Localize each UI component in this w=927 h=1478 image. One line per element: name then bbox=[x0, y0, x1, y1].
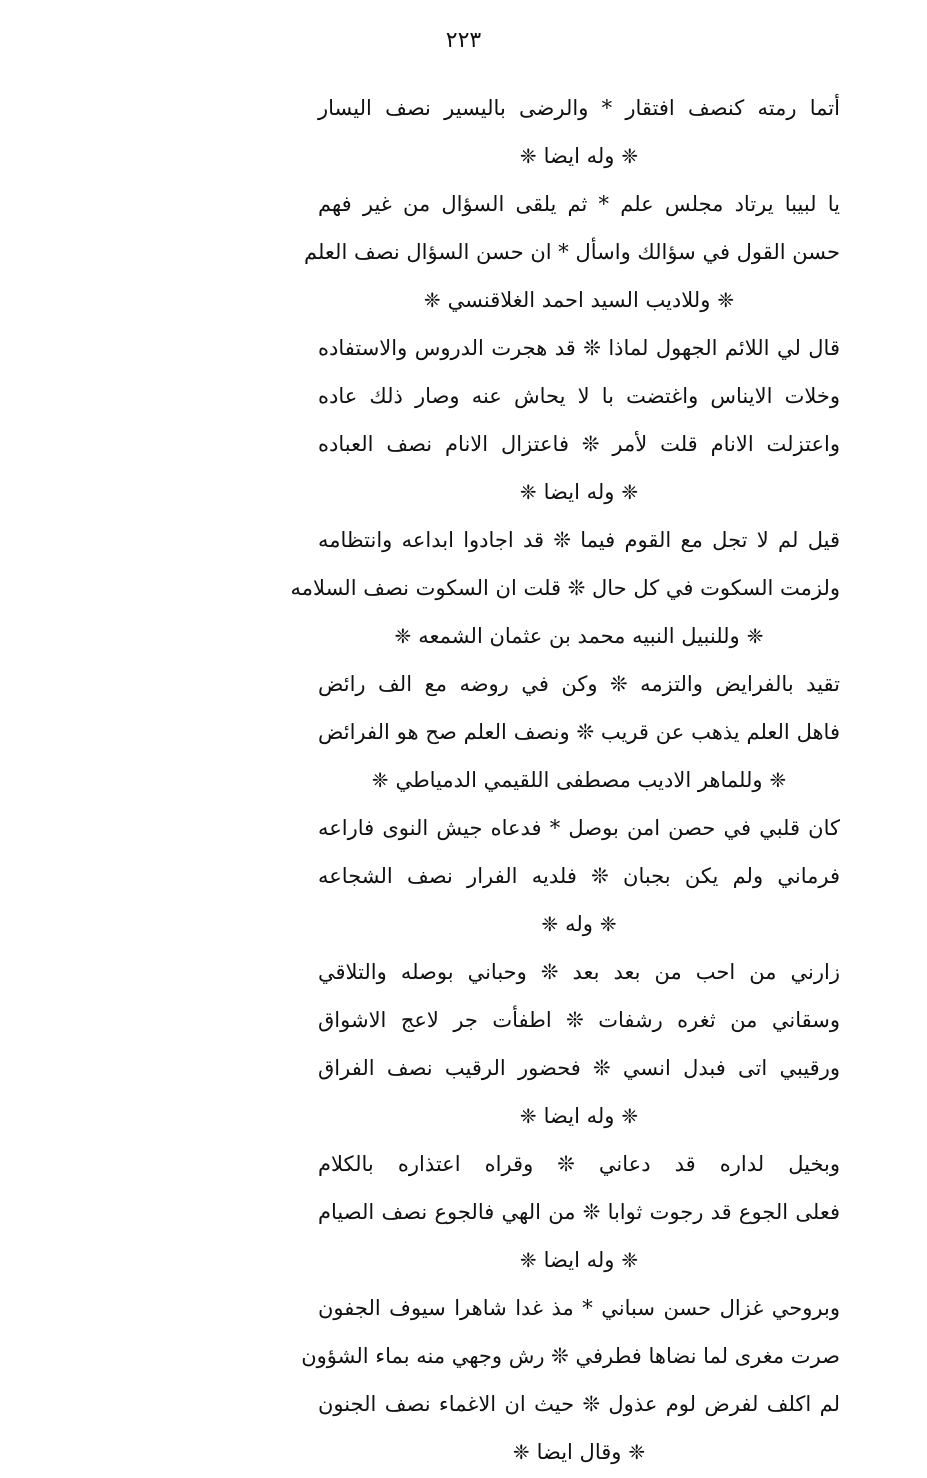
verse-line: واعتزلت الانام قلت لأمر ❊ فاعتزال الانام نصف العباده bbox=[318, 432, 840, 456]
ornament-icon: ❈ bbox=[519, 480, 537, 504]
ornament-icon: ❈ bbox=[519, 144, 537, 168]
section-heading bbox=[318, 1238, 840, 1286]
section-heading bbox=[318, 902, 840, 950]
ornament-icon: ❈ bbox=[621, 144, 639, 168]
section-heading bbox=[318, 614, 840, 662]
ornament-icon: ❈ bbox=[512, 1440, 530, 1464]
verse-line: وبخيل لداره قد دعاني ❊ وقراه اعتذاره بالكلام bbox=[318, 1152, 840, 1176]
verse-line: فعلى الجوع قد رجوت ثوابا ❊ من الهي فالجوع نصف الصيام bbox=[318, 1200, 840, 1224]
ornament-icon: ❈ bbox=[717, 288, 735, 312]
verse-line: فرماني ولم يكن بجبان ❊ فلديه الفرار نصف الشجاعه bbox=[318, 864, 840, 888]
section-heading bbox=[318, 134, 840, 182]
verse-line: وسقاني من ثغره رشفات ❊ اطفأت جر لاعج الاشواق bbox=[318, 1008, 840, 1032]
ornament-icon: ❈ bbox=[621, 1104, 639, 1128]
verse-line: وبروحي غزال حسن سباني * مذ غدا شاهرا سيوف الجفون bbox=[318, 1296, 840, 1320]
verse-line: يا لبيبا يرتاد مجلس علم * ثم يلقى السؤال من غير فهم bbox=[318, 192, 840, 216]
heading-text: وله bbox=[565, 912, 593, 936]
section-heading bbox=[318, 278, 840, 326]
verse-line: حسن القول في سؤالك واسأل * ان حسن السؤال نصف العلم bbox=[303, 240, 840, 264]
heading-text: وله ايضا bbox=[543, 480, 615, 504]
verse-line: لم اكلف لفرض لوم عذول ❊ حيث ان الاغماء نصف الجنون bbox=[318, 1392, 840, 1416]
verse-line: فاهل العلم يذهب عن قريب ❊ ونصف العلم صح هو الفرائض bbox=[318, 720, 840, 744]
heading-text: وله ايضا bbox=[543, 1248, 615, 1272]
verse-line: زارني من احب من بعد بعد ❊ وحباني بوصله والتلاقي bbox=[318, 960, 840, 984]
verse-line: أتما رمته كنصف افتقار * والرضى باليسير نصف اليسار bbox=[318, 96, 840, 120]
page-number: ٢٢٣ bbox=[445, 28, 482, 53]
ornament-icon: ❈ bbox=[423, 288, 441, 312]
ornament-icon: ❈ bbox=[746, 624, 764, 648]
section-heading bbox=[318, 1430, 840, 1478]
verse-line: تقيد بالفرايض والتزمه ❊ وكن في روضه مع الف رائض bbox=[318, 672, 840, 696]
heading-text: وله ايضا bbox=[543, 144, 615, 168]
ornament-icon: ❈ bbox=[519, 1104, 537, 1128]
ornament-icon: ❈ bbox=[519, 1248, 537, 1272]
heading-text: وله ايضا bbox=[543, 1104, 615, 1128]
poem-block bbox=[290, 86, 840, 1478]
verse-line: ورقيبي اتى فبدل انسي ❊ فحضور الرقيب نصف الفراق bbox=[318, 1056, 840, 1080]
heading-text: وللنبيل النبيه محمد بن عثمان الشمعه bbox=[418, 624, 740, 648]
heading-text: وللماهر الاديب مصطفى اللقيمي الدمياطي bbox=[395, 768, 763, 792]
section-heading bbox=[318, 470, 840, 518]
ornament-icon: ❈ bbox=[621, 1248, 639, 1272]
ornament-icon: ❈ bbox=[628, 1440, 646, 1464]
verse-line: قال لي اللائم الجهول لماذا ❊ قد هجرت الدروس والاستفاده bbox=[318, 336, 840, 360]
ornament-icon: ❈ bbox=[541, 912, 559, 936]
section-heading bbox=[318, 1094, 840, 1142]
ornament-icon: ❈ bbox=[371, 768, 389, 792]
ornament-icon: ❈ bbox=[769, 768, 787, 792]
heading-text: وقال ايضا bbox=[536, 1440, 622, 1464]
verse-line: قيل لم لا تجل مع القوم فيما ❊ قد اجادوا ابداعه وانتظامه bbox=[318, 528, 840, 552]
ornament-icon: ❈ bbox=[599, 912, 617, 936]
section-heading bbox=[318, 758, 840, 806]
ornament-icon: ❈ bbox=[621, 480, 639, 504]
verse-line: صرت مغرى لما نضاها فطرفي ❊ رش وجهي منه بماء الشؤون bbox=[301, 1344, 840, 1368]
ornament-icon: ❈ bbox=[394, 624, 412, 648]
verse-line: وخلات الايناس واغتضت با لا يحاش عنه وصار ذلك عاده bbox=[318, 384, 840, 408]
heading-text: وللاديب السيد احمد الغلاقنسي bbox=[447, 288, 711, 312]
verse-line: كان قلبي في حصن امن بوصل * فدعاه جيش النوى فاراعه bbox=[318, 816, 840, 840]
verse-line: ولزمت السكوت في كل حال ❊ قلت ان السكوت نصف السلامه bbox=[290, 576, 840, 600]
